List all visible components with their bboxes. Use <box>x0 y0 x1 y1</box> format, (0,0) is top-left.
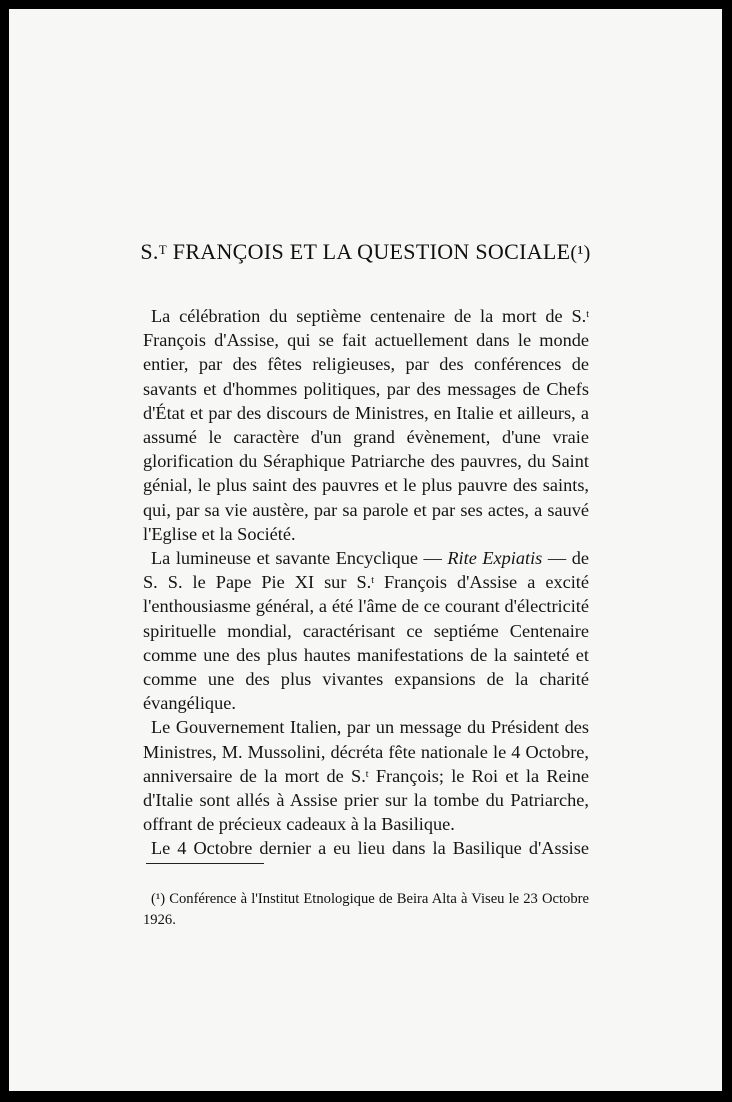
paragraph-4-text: Le 4 Octobre dernier a eu lieu dans la Basilique d'Assise <box>151 838 589 859</box>
body-text <box>143 304 589 861</box>
title-main: FRANÇOIS ET LA QUESTION SOCIALE <box>166 239 571 264</box>
page-title <box>9 239 722 265</box>
paragraph-1-a: La célébration du septième centenaire de la mort de S. <box>151 306 587 326</box>
paragraph-2-a: La lumineuse et savante Encyclique — <box>151 548 448 569</box>
title-superscript: T <box>158 242 167 257</box>
paragraph-4 <box>143 836 589 860</box>
paragraph-3-b: François; le Roi et la Reine d'Italie sont allés à Assise prier sur la tombe du Patriarche, offrant de précieux cadeaux à la Basilique. <box>143 765 590 835</box>
footnote-text: Conférence à l'Institut Etnologique de Beira Alta à Viseu le 23 Octobre 1926. <box>143 891 589 928</box>
paragraph-2-c: François d'Assise a excité l'enthousiasme général, a été l'âme de ce courant d'électricité spirituelle mondial, caractérisant ce septiéme Centenaire comme une des plus hautes manifestations de la sainteté et comme une des plus vivantes expansions de la charité évangélique. <box>143 572 589 714</box>
paragraph-1-sup: t <box>586 309 589 320</box>
encyclical-title: Rite Expiatis <box>447 548 543 569</box>
page <box>9 9 722 1091</box>
paragraph-3-a: Le Gouvernement Italien, par un message du Président des Ministres, M. Mussolini, décréta fête nationale le 4 Octobre, anniversaire de la mort de S. <box>143 717 589 786</box>
paragraph-2-sup: t <box>371 575 374 587</box>
footnote-marker: (¹) <box>151 891 166 907</box>
paragraph-3 <box>143 715 589 836</box>
paragraph-2 <box>143 546 589 715</box>
footnote-divider <box>146 863 264 864</box>
paragraph-3-sup: t <box>365 768 369 780</box>
paragraph-2-b: — de S. S. le Pape Pie XI sur S. <box>143 548 589 593</box>
title-footnote-ref: (¹) <box>570 242 591 264</box>
footnote <box>143 889 589 931</box>
paragraph-1-b: François d'Assise, qui se fait actuellement dans le monde entier, par des fêtes religieuses, par des conférences de savants et d'hommes politiques, par des messages de Chefs d'État et par des discours de Ministres, en Italie et ailleurs, a assumé le caractère d'un grand évènement, d'une vraie glorification du Séraphique Patriarche des pauvres, du Saint génial, le plus saint des pauvres et le plus pauvre des saints, qui, par sa vie austère, par sa parole et par ses actes, a sauvé l'Eglise et la Société. <box>143 330 589 544</box>
paragraph-1 <box>143 304 589 546</box>
title-prefix: S. <box>140 239 159 264</box>
